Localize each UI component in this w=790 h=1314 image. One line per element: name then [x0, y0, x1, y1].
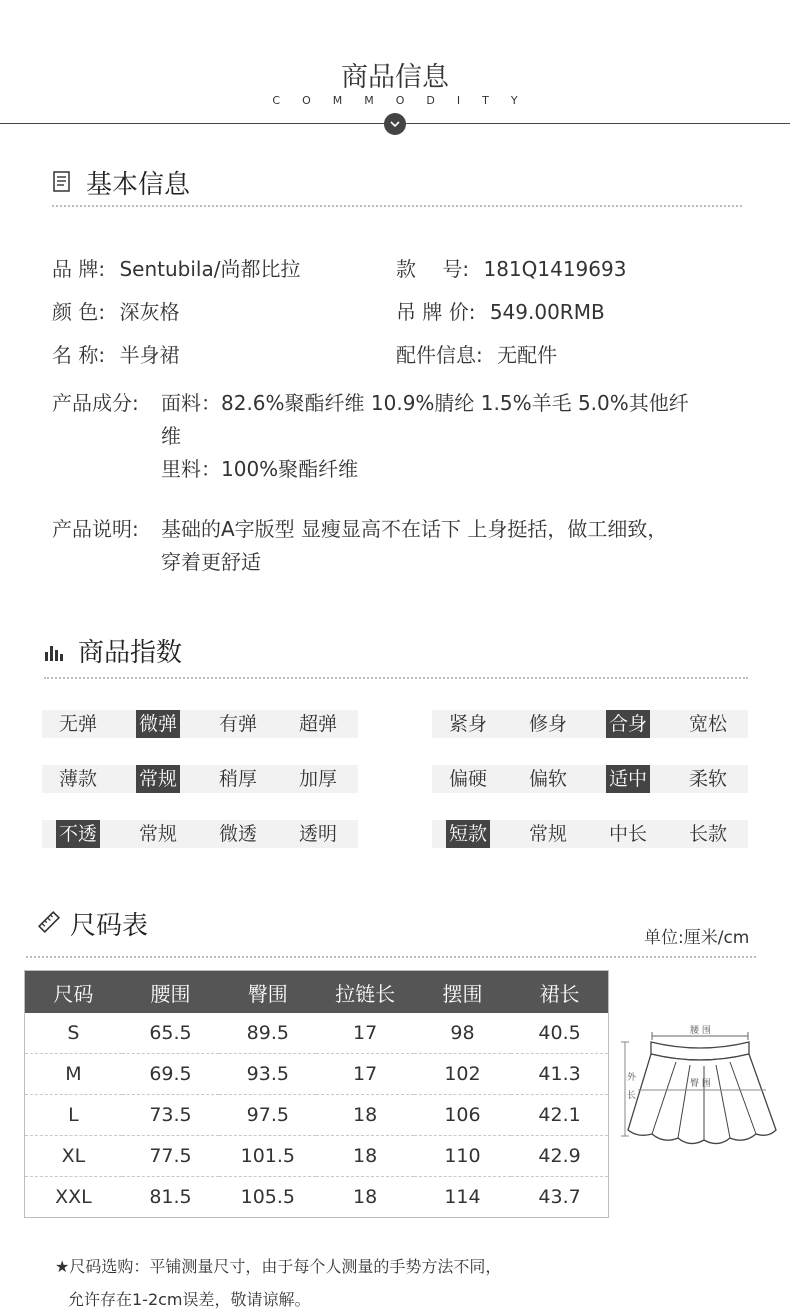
- index-option: 常规: [138, 823, 177, 845]
- size-column-header: 尺码: [25, 971, 122, 1014]
- table-cell: XXL: [25, 1177, 122, 1218]
- index-row-right: [432, 710, 748, 738]
- size-note-line-1: ★尺码选购：平铺测量尺寸，由于每个人测量的手势方法不同，: [55, 1257, 502, 1276]
- price-row: [396, 296, 605, 325]
- table-cell: 114: [414, 1177, 511, 1218]
- table-cell: 81.5: [122, 1177, 219, 1218]
- index-option: 修身: [528, 713, 567, 735]
- index-option: 有弹: [218, 713, 257, 735]
- index-option: 常规: [528, 823, 567, 845]
- dotted-divider: [52, 205, 742, 207]
- basic-info-section: [0, 0, 790, 600]
- page-subtitle: COMMODITY: [272, 94, 540, 107]
- size-column-header: 腰围: [122, 971, 219, 1014]
- document-icon: [52, 171, 72, 193]
- table-cell: 40.5: [538, 1022, 581, 1044]
- name-label: 名 称:: [52, 343, 106, 367]
- table-row: [25, 1054, 609, 1095]
- index-row-right: [432, 820, 748, 848]
- index-option: 加厚: [298, 768, 337, 790]
- index-option-selected: 常规: [136, 765, 180, 793]
- index-option: 稍厚: [218, 768, 257, 790]
- table-cell: 17: [316, 1054, 413, 1095]
- index-option-selected: 合身: [606, 710, 650, 738]
- index-option-selected: 微弹: [136, 710, 180, 738]
- unit-label: 单位:厘米/cm: [644, 928, 750, 948]
- style-row: [396, 253, 626, 282]
- index-option: 无弹: [58, 713, 97, 735]
- index-option: 中长: [608, 823, 647, 845]
- table-cell: 97.5: [219, 1095, 316, 1136]
- table-row: [25, 1177, 609, 1218]
- size-column-header: 摆围: [414, 971, 511, 1014]
- size-column-header: 拉链长: [316, 971, 413, 1014]
- index-row-left: [42, 710, 358, 738]
- table-cell: 101.5: [219, 1136, 316, 1177]
- table-cell: 42.9: [511, 1136, 608, 1177]
- table-cell: 18: [316, 1136, 413, 1177]
- price-label: 吊 牌 价:: [396, 300, 476, 324]
- table-cell: L: [25, 1095, 122, 1136]
- index-option: 长款: [688, 823, 727, 845]
- waist-label: 腰 围: [690, 1026, 711, 1036]
- skirt-diagram: [618, 1020, 783, 1160]
- style-value: 181Q1419693: [483, 257, 627, 281]
- index-option-selected: 不透: [56, 820, 100, 848]
- composition-line-2: 维: [161, 424, 181, 448]
- table-cell: 69.5: [122, 1054, 219, 1095]
- table-cell: 18: [316, 1095, 413, 1136]
- dotted-divider: [26, 956, 756, 958]
- index-option: 柔软: [688, 768, 727, 790]
- table-cell: 65.5: [149, 1022, 192, 1044]
- table-cell: 98: [450, 1022, 475, 1044]
- index-row-right: [432, 765, 748, 793]
- table-cell: 93.5: [219, 1054, 316, 1095]
- size-table-body: [25, 1013, 609, 1218]
- table-cell: XL: [25, 1136, 122, 1177]
- bar-chart-icon: [44, 644, 66, 662]
- brand-label: 品 牌:: [52, 257, 106, 281]
- table-cell: 17: [353, 1022, 378, 1044]
- table-cell: 106: [414, 1095, 511, 1136]
- hip-label: 臀 围: [690, 1079, 711, 1089]
- price-value: 549.00RMB: [489, 300, 605, 324]
- table-cell: 110: [414, 1136, 511, 1177]
- size-note-line-2: 允许存在1-2cm误差，敬请谅解。: [68, 1290, 311, 1309]
- index-option: 薄款: [58, 768, 97, 790]
- table-cell: 102: [414, 1054, 511, 1095]
- composition-line-1: 面料：82.6%聚酯纤维 10.9%腈纶 1.5%羊毛 5.0%其他纤: [161, 391, 689, 415]
- composition-line-3: 里料：100%聚酯纤维: [161, 457, 359, 481]
- table-cell: 41.3: [511, 1054, 608, 1095]
- accessory-value: 无配件: [497, 343, 558, 367]
- index-option: 紧身: [448, 713, 487, 735]
- table-cell: S: [67, 1022, 80, 1044]
- index-option: 偏硬: [448, 768, 487, 790]
- table-row: [25, 1095, 609, 1136]
- name-row: [52, 339, 179, 368]
- index-row-left: [42, 765, 358, 793]
- index-option-selected: 短款: [446, 820, 490, 848]
- index-option: 宽松: [688, 713, 727, 735]
- color-value: 深灰格: [119, 300, 180, 324]
- description-line-2: 穿着更舒适: [161, 550, 261, 574]
- table-cell: 77.5: [122, 1136, 219, 1177]
- description-label: 产品说明:: [52, 517, 139, 541]
- outer-length-label-1: 外: [627, 1073, 637, 1083]
- table-cell: 73.5: [122, 1095, 219, 1136]
- color-label: 颜 色:: [52, 300, 106, 324]
- description-line-1: 基础的A字版型 显瘦显高不在话下 上身挺括，做工细致，: [161, 517, 668, 541]
- outer-length-label-2: 长: [627, 1091, 637, 1101]
- index-option: 偏软: [528, 768, 567, 790]
- size-column-header: 裙长: [511, 971, 608, 1014]
- brand-value: Sentubila/尚都比拉: [119, 257, 301, 281]
- basic-info-title: 基本信息: [86, 170, 191, 200]
- table-cell: M: [25, 1054, 122, 1095]
- table-cell: 105.5: [219, 1177, 316, 1218]
- index-row-left: [42, 820, 358, 848]
- composition-label: 产品成分:: [52, 391, 139, 415]
- table-row: [25, 1013, 609, 1054]
- color-row: [52, 296, 179, 325]
- index-option: 微透: [218, 823, 257, 845]
- size-table-header: [25, 971, 609, 1014]
- page-title: 商品信息: [341, 62, 449, 93]
- index-option-selected: 适中: [606, 765, 650, 793]
- table-cell: 18: [316, 1177, 413, 1218]
- table-cell: 89.5: [246, 1022, 289, 1044]
- ruler-icon: [37, 910, 61, 934]
- size-title: 尺码表: [70, 911, 149, 941]
- index-title: 商品指数: [78, 638, 183, 668]
- index-option: 透明: [298, 823, 337, 845]
- style-label: 款 号:: [396, 257, 470, 281]
- size-table: [24, 970, 609, 1218]
- accessory-row: [396, 339, 557, 368]
- index-option: 超弹: [298, 713, 337, 735]
- dotted-divider: [44, 677, 748, 679]
- brand-row: [52, 253, 300, 282]
- size-column-header: 臀围: [219, 971, 316, 1014]
- table-cell: 42.1: [511, 1095, 608, 1136]
- table-row: [25, 1136, 609, 1177]
- name-value: 半身裙: [119, 343, 180, 367]
- table-cell: 43.7: [511, 1177, 608, 1218]
- accessory-label: 配件信息:: [396, 343, 483, 367]
